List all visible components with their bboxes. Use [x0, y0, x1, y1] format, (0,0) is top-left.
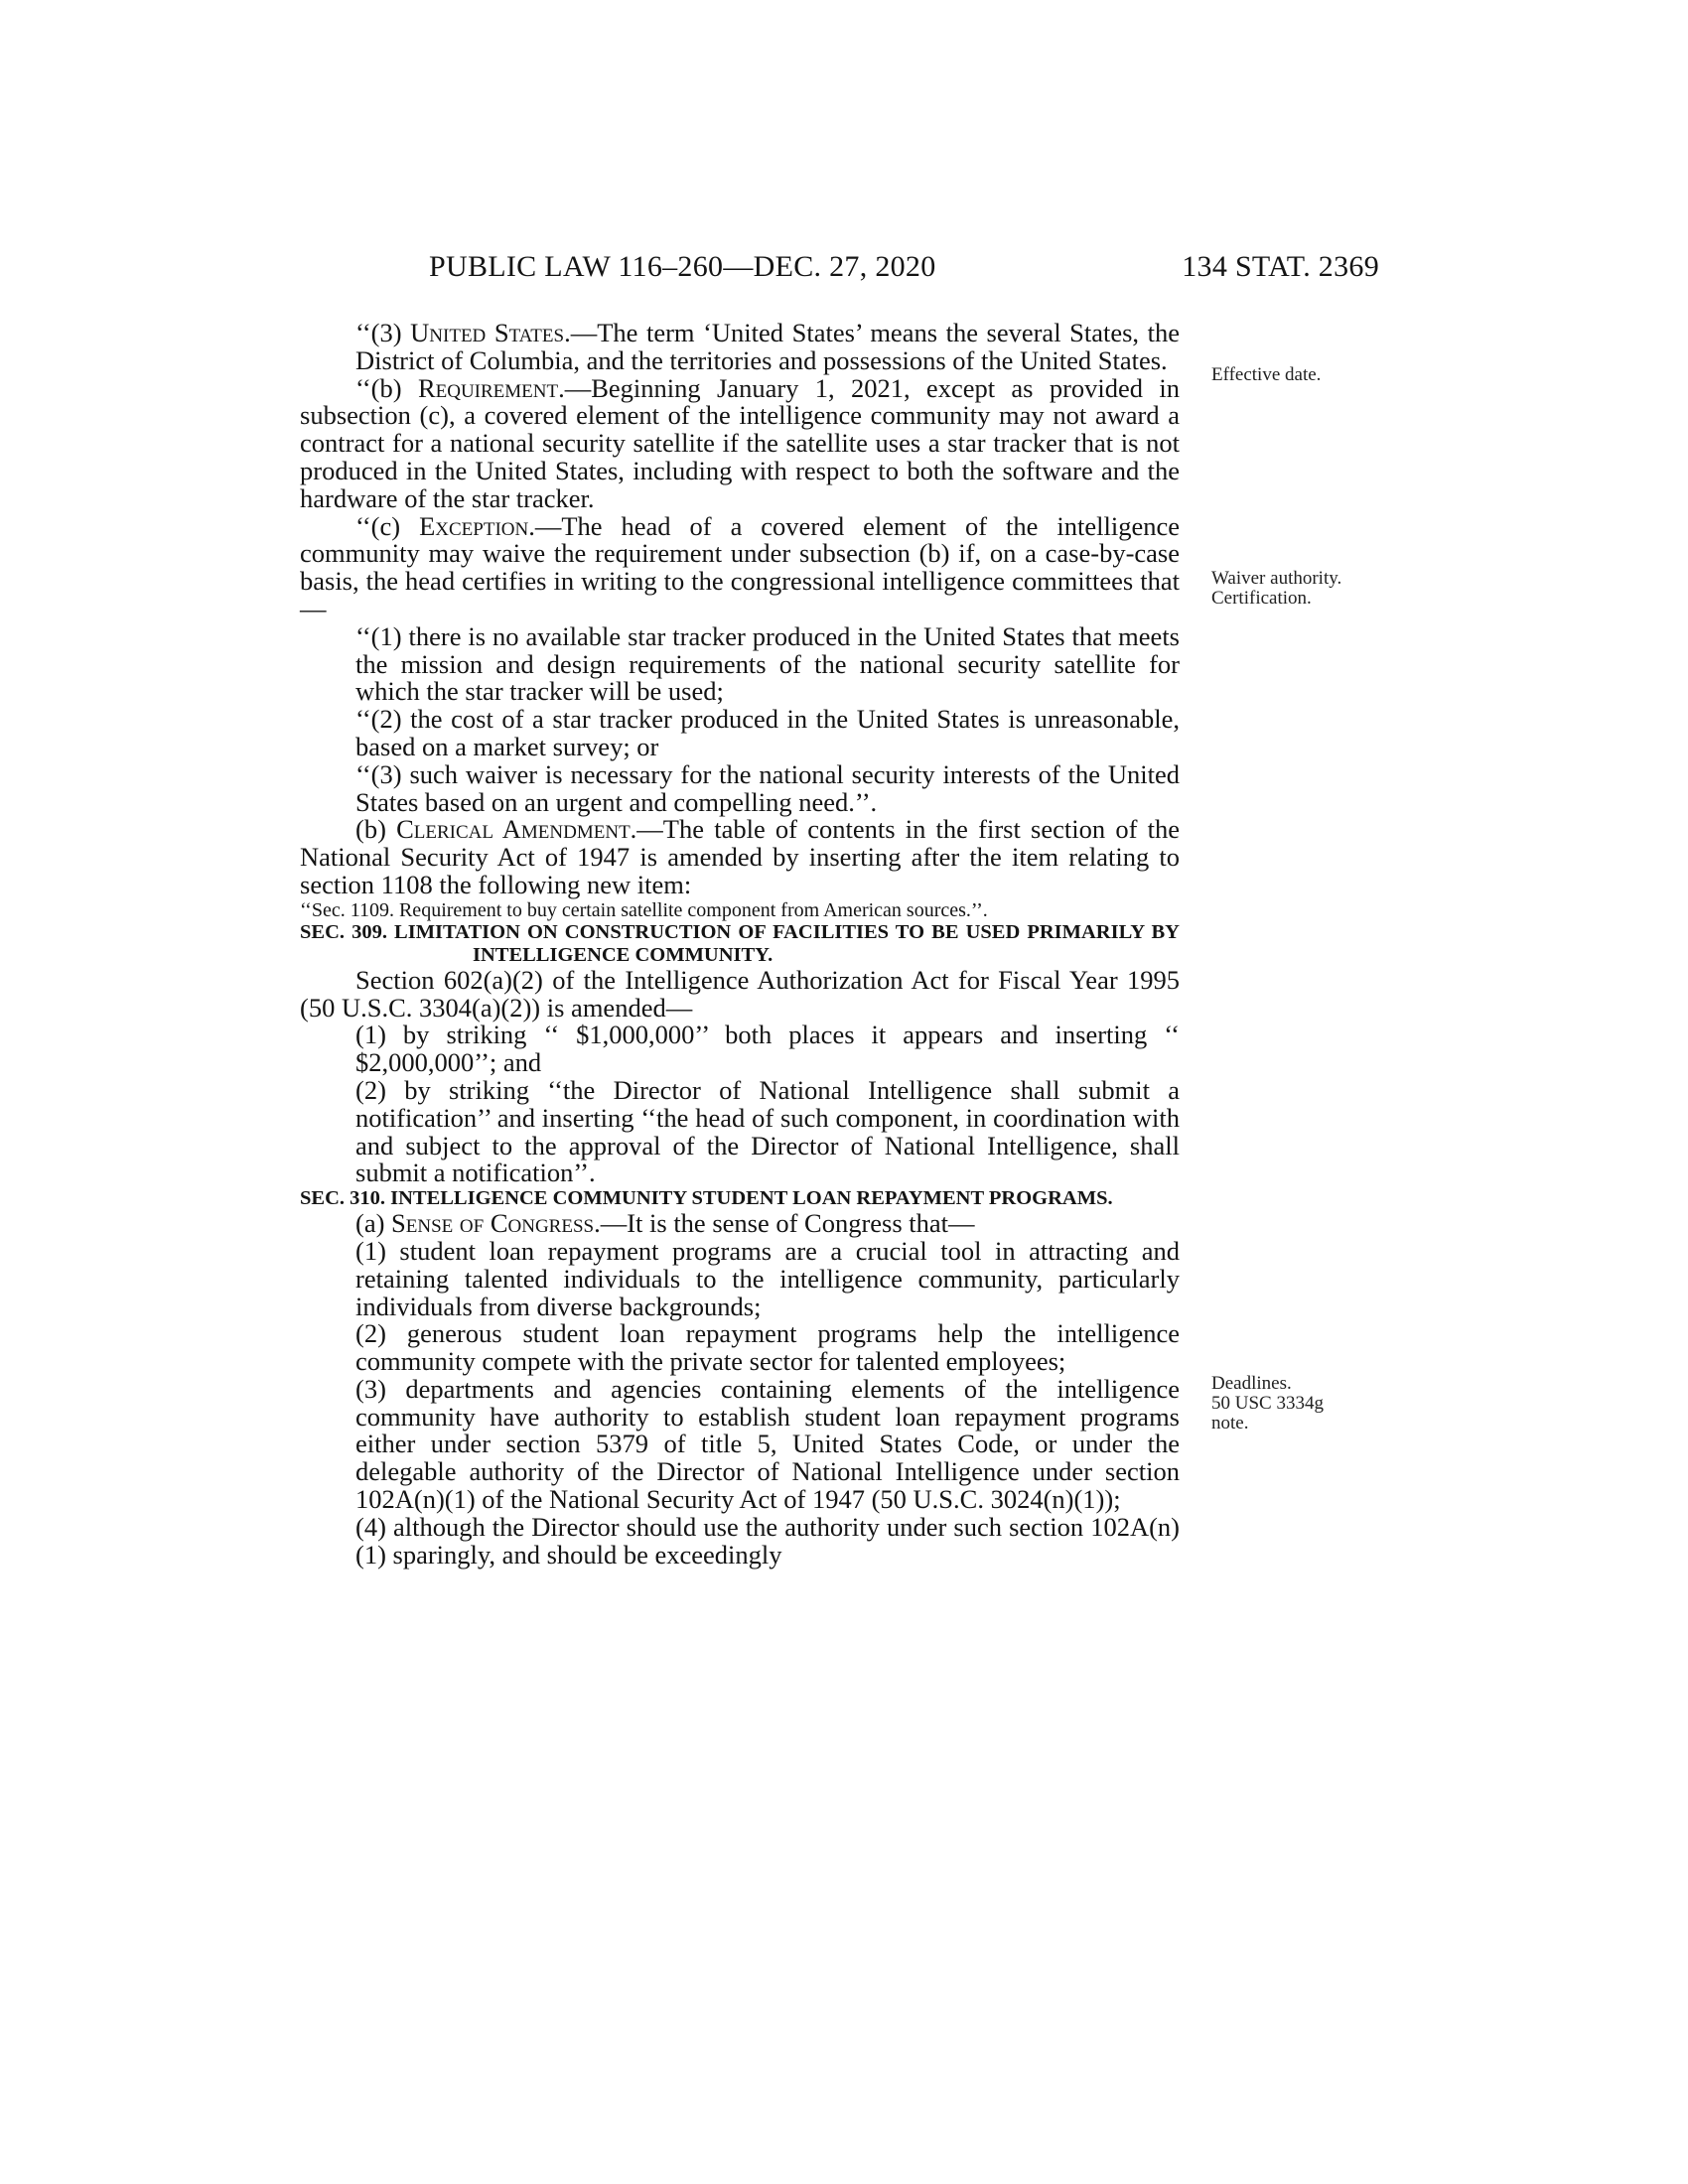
margin-note-certification: Certification.: [1211, 588, 1312, 609]
margin-note-deadlines: Deadlines.: [1211, 1373, 1292, 1394]
toc-item: ‘‘Sec. 1109. Requirement to buy certain satellite component from American sources.’’.: [300, 898, 988, 921]
clerical-heading: Clerical Amendment: [396, 814, 631, 845]
sense-clause-2: (2) generous student loan repayment programs help the intelligence community compete with the private sector for talented employees;: [355, 1318, 1180, 1377]
subsection-b-requirement: [300, 372, 1180, 513]
clause-3-open: ‘‘(3): [355, 318, 411, 347]
subsection-a-open: (a): [355, 1208, 392, 1239]
subsection-c-open: ‘‘(c): [355, 510, 420, 541]
sense-clause-1: (1) student loan repayment programs are a crucial tool in attracting and retaining talented individuals to the intelligence community, particularly individuals from diverse backgrounds;: [355, 1235, 1180, 1321]
subsection-c-text: .—The head of a covered element of the intelligence community may waive the requirement under subsection (b) if, on a case-by-case basis, the head certifies in writing to the congressional intelligence committees that—: [300, 510, 1180, 623]
statute-page-number: 134 STAT. 2369: [1182, 250, 1379, 283]
clause-3-heading: United States: [410, 318, 565, 347]
sense-clauses: [300, 1235, 1180, 1570]
exception-clauses: [300, 620, 1180, 817]
sense-clause-4: (4) although the Director should use the authority under such section 102A(n)(1) sparingly, and should be exceedingly: [355, 1511, 1180, 1570]
margin-note-usc-ref: 50 USC 3334g: [1211, 1393, 1324, 1414]
document-body: [300, 320, 1180, 1569]
subsection-a-heading: Sense of Congress: [391, 1208, 595, 1239]
clause-3-united-states: [355, 320, 1180, 375]
clerical-amendment: [300, 816, 1180, 898]
subsection-c-heading: Exception: [419, 510, 529, 541]
margin-note-effective-date: Effective date.: [1211, 364, 1322, 385]
subsection-b-text: .—Beginning January 1, 2021, except as provided in subsection (c), a covered element of the intelligence community may not award a contract for a national security satellite if the satellite uses a star tracker that is not produced in the United States, including with respect to both the software and the hardware of the star tracker.: [300, 372, 1180, 513]
section-310-heading: SEC. 310. INTELLIGENCE COMMUNITY STUDENT LOAN REPAYMENT PROGRAMS.: [300, 1187, 1113, 1210]
running-head-title: PUBLIC LAW 116–260—DEC. 27, 2020: [429, 250, 936, 283]
subsection-b-heading: Requirement: [417, 372, 559, 403]
clause-3-text: .—The term ‘United States’ means the several States, the District of Columbia, and the territories and possessions of the United States.: [355, 318, 1180, 375]
margin-note-note: note.: [1211, 1413, 1249, 1433]
subsection-b-open: ‘‘(b): [355, 372, 418, 403]
clerical-text: .—The table of contents in the first section of the National Security Act of 1947 is amended by inserting after the item relating to section 1108 the following new item:: [300, 814, 1180, 899]
exception-clause-2: ‘‘(2) the cost of a star tracker produced in the United States is unreasonable, based on a market survey; or: [355, 704, 1180, 761]
subsection-c-exception: [300, 510, 1180, 623]
page-header: [300, 250, 1379, 290]
exception-clause-1: ‘‘(1) there is no available star tracker produced in the United States that meets the mission and design requirements of the national security satellite for which the star tracker will be used;: [355, 620, 1180, 707]
clause-3-block: [300, 320, 1180, 375]
section-309-intro: Section 602(a)(2) of the Intelligence Authorization Act for Fiscal Year 1995 (50 U.S.C. 3304(a)(2)) is amended—: [300, 964, 1180, 1023]
sense-clause-3: (3) departments and agencies containing elements of the intelligence community have authority to establish student loan repayment programs either under section 5379 of title 5, United States Code, or under the delegable authority of the Director of National Intelligence under section 102A(n)(1) of the National Security Act of 1947 (50 U.S.C. 3024(n)(1));: [355, 1373, 1180, 1515]
subsection-a-sense-of-congress: [300, 1210, 1180, 1238]
section-309-clauses: [300, 1022, 1180, 1187]
subsection-a-text: .—It is the sense of Congress that—: [594, 1208, 975, 1239]
section-309-clause-1: (1) by striking ‘‘ $1,000,000’’ both places it appears and inserting ‘‘ $2,000,000’’; and: [355, 1020, 1180, 1078]
section-309-heading: SEC. 309. LIMITATION ON CONSTRUCTION OF FACILITIES TO BE USED PRIMARILY BY INTELLIGENCE COMMUNITY.: [300, 920, 1180, 966]
margin-note-waiver-authority: Waiver authority.: [1211, 568, 1342, 589]
section-309-clause-2: (2) by striking ‘‘the Director of National Intelligence shall submit a notification’’ and inserting ‘‘the head of such component, in coordination with and subject to the approval of the Director of National Intelligence, shall submit a notification’’.: [355, 1074, 1180, 1188]
clerical-open: (b): [355, 814, 397, 845]
exception-clause-3: ‘‘(3) such waiver is necessary for the national security interests of the United States based on an urgent and compelling need.’’.: [355, 758, 1180, 817]
